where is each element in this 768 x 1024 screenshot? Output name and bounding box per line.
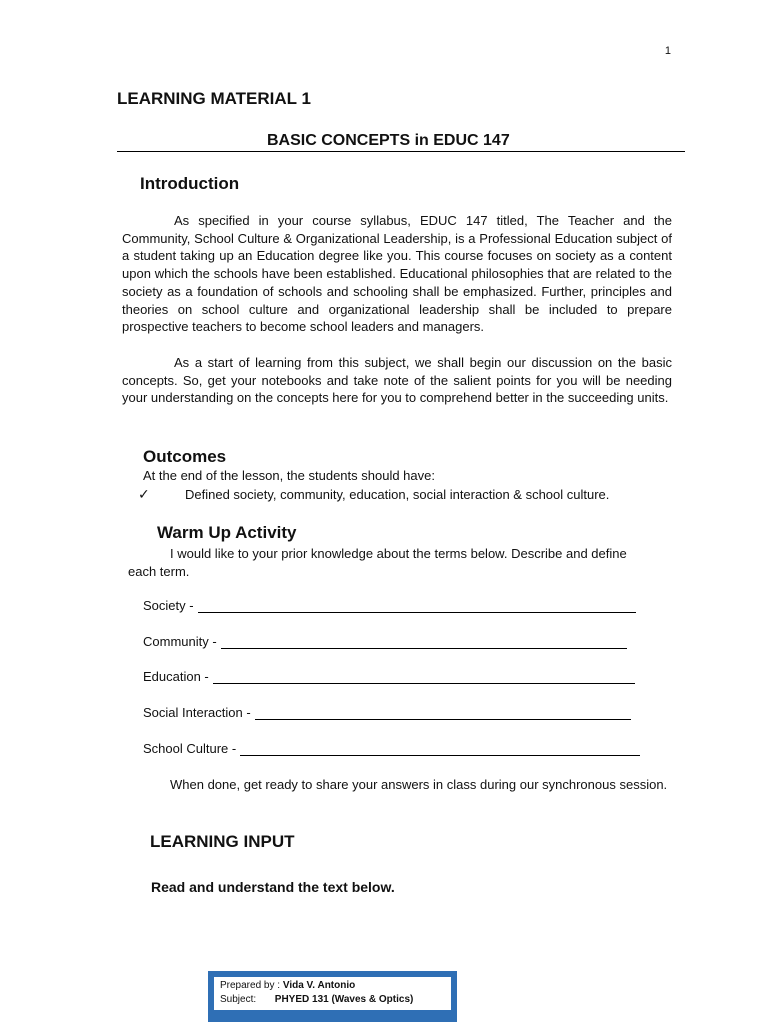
outcomes-heading: Outcomes xyxy=(143,447,227,466)
warm-up-heading: Warm Up Activity xyxy=(157,523,297,542)
introduction-heading: Introduction xyxy=(140,174,240,193)
outcomes-intro: At the end of the lesson, the students should have: xyxy=(143,468,435,483)
subject-row xyxy=(220,993,445,1007)
term-label: Education - xyxy=(143,669,209,684)
term-label: Social Interaction - xyxy=(143,705,251,720)
footer-box xyxy=(208,971,457,1022)
term-label: Society - xyxy=(143,598,194,613)
answer-line[interactable] xyxy=(240,743,640,756)
subject-label: Subject: xyxy=(220,994,257,1005)
warm-up-closing-text: When done, get ready to share your answers in class during our synchronous session. xyxy=(170,777,668,792)
prepared-by-row xyxy=(220,979,445,993)
outcome-item-text: Defined society, community, education, social interaction & school culture. xyxy=(185,487,610,502)
course-title: BASIC CONCEPTS in EDUC 147 xyxy=(267,132,510,149)
title-divider xyxy=(117,151,685,152)
term-row-community xyxy=(143,634,627,649)
term-row-social-interaction xyxy=(143,705,631,720)
term-label: Community - xyxy=(143,634,217,649)
prepared-by-label: Prepared by : xyxy=(220,980,281,991)
answer-line[interactable] xyxy=(221,636,627,649)
warm-up-instructions xyxy=(128,545,648,581)
learning-input-heading: LEARNING INPUT xyxy=(150,832,295,851)
answer-line[interactable] xyxy=(198,600,636,613)
learning-input-instruction: Read and understand the text below. xyxy=(151,879,395,895)
answer-line[interactable] xyxy=(213,671,635,684)
outcome-item xyxy=(138,486,609,503)
term-label: School Culture - xyxy=(143,741,237,756)
introduction-paragraph-1 xyxy=(122,212,672,336)
subject-value: PHYED 131 (Waves & Optics) xyxy=(274,994,414,1005)
introduction-paragraph-1-text: As specified in your course syllabus, EDUC 147 titled, The Teacher and the Community, School Culture & Organizational Leadership, is a Professional Education subject of a student taking up an Education degree like you. This course focuses on society as a content upon which the schools have been established. Educational philosophies that are related to the society as a foundation of schools and schooling shall be emphasized. Further, principles and theories on school culture and organizational leadership shall be included to prepare prospective teachers to become school leaders and managers. xyxy=(122,213,672,335)
introduction-paragraph-2 xyxy=(122,354,672,407)
answer-line[interactable] xyxy=(255,707,631,720)
checkmark-icon: ✓ xyxy=(138,486,150,502)
material-title: LEARNING MATERIAL 1 xyxy=(117,89,311,108)
warm-up-closing xyxy=(128,776,668,794)
term-row-education xyxy=(143,669,635,684)
introduction-paragraph-2-text: As a start of learning from this subject, we shall begin our discussion on the basic concepts. So, get your notebooks and take note of the salient points for you will be needing your understanding on the concepts here for you to comprehend better in the succeeding units. xyxy=(122,355,672,406)
prepared-by-value: Vida V. Antonio xyxy=(282,980,356,991)
page-number: 1 xyxy=(664,45,671,57)
term-row-society xyxy=(143,598,636,613)
warm-up-instructions-text: I would like to your prior knowledge about the terms below. Describe and define each term. xyxy=(128,546,627,579)
footer-content xyxy=(214,977,451,1010)
term-row-school-culture xyxy=(143,741,640,756)
